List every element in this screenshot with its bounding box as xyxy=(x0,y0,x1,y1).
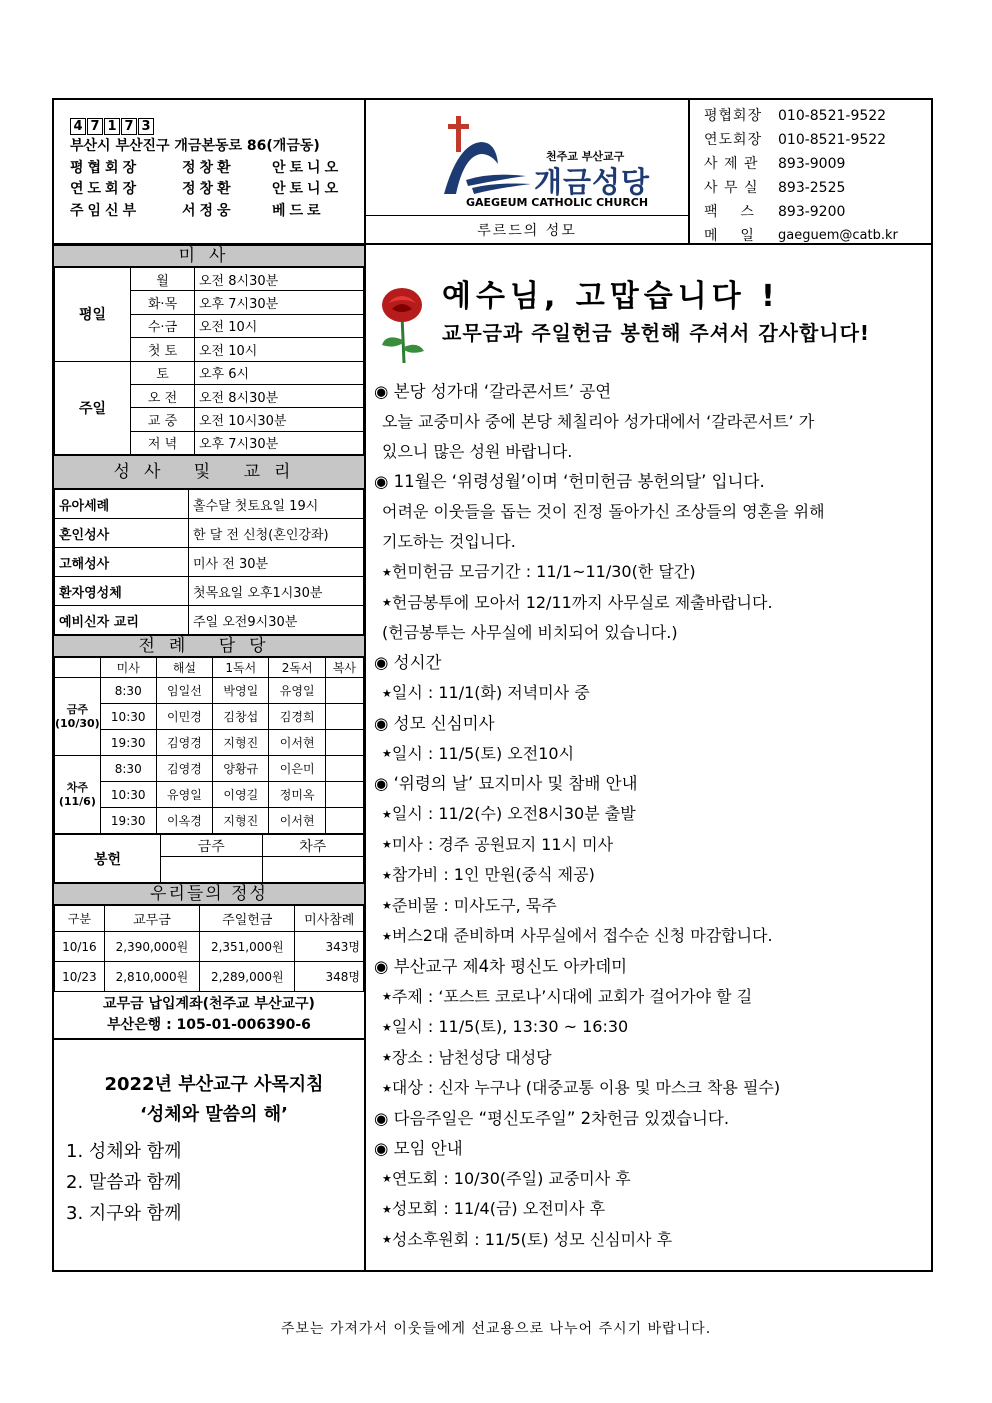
bulletin-frame xyxy=(52,98,933,1272)
staff-role: 평협회장 xyxy=(70,159,141,176)
sacraments-section-title: 성사 및 교리 xyxy=(54,455,364,489)
finance-cell: 10/16 xyxy=(55,932,105,962)
contact-row xyxy=(704,128,898,152)
column-divider xyxy=(364,100,366,1270)
staff-row xyxy=(70,158,360,180)
announcement-bullet: ★ 일시 : 11/2(수) 오전8시30분 출발 xyxy=(374,799,922,830)
pastoral-guideline xyxy=(54,1040,364,1229)
guideline-item: 2. 말씀과 함께 xyxy=(66,1172,182,1194)
announcement-heading: ◉ 본당 성가대 ‘갈라콘서트’ 공연 xyxy=(374,382,612,401)
liturgy-cell xyxy=(325,756,363,782)
contact-key: 사 무 실 xyxy=(704,180,759,196)
liturgy-header: 복사 xyxy=(325,658,363,678)
liturgy-cell: 김창섭 xyxy=(213,704,269,730)
liturgy-table xyxy=(54,657,364,834)
zip-digit: 4 xyxy=(70,118,86,135)
announcement-bullet: ★ 성모회 : 11/4(금) 오전미사 후 xyxy=(374,1194,922,1225)
announcement-bullet: ★ 준비물 : 미사도구, 묵주 xyxy=(374,891,922,922)
announcement-bullet: ★ 참가비 : 1인 만원(중식 제공) xyxy=(374,860,922,891)
liturgy-cell: 지형진 xyxy=(213,730,269,756)
contact-row xyxy=(704,200,898,224)
mass-day: 교 중 xyxy=(131,408,195,431)
guideline-title: 2022년 부산교구 사목지침 xyxy=(104,1074,324,1096)
contact-key: 평협회장 xyxy=(704,108,763,124)
liturgy-section-title: 전례 담당 xyxy=(54,635,364,657)
offering-next-week: 차주 xyxy=(262,835,364,857)
announcement-bullet: ★ 일시 : 11/5(토) 오전10시 xyxy=(374,739,922,770)
liturgy-cell xyxy=(325,808,363,834)
sacrament-name: 혼인성사 xyxy=(55,519,189,548)
liturgy-cell: 정미옥 xyxy=(269,782,325,808)
finance-table xyxy=(54,905,364,992)
liturgy-cell: 유영일 xyxy=(269,678,325,704)
staff-row xyxy=(70,179,360,201)
announcement-bullet: ★ 장소 : 남천성당 대성당 xyxy=(374,1043,922,1074)
contact-value: 893-2525 xyxy=(778,180,846,196)
liturgy-cell: 박영일 xyxy=(213,678,269,704)
liturgy-header: 해설 xyxy=(156,658,212,678)
guideline-item: 3. 지구와 함께 xyxy=(66,1203,182,1225)
logo-divider xyxy=(366,215,688,216)
liturgy-week-label: 금주(10/30) xyxy=(55,678,101,756)
announcement-bullet: ★ 헌금봉투에 모아서 12/11까지 사무실로 제출바랍니다. xyxy=(374,588,922,619)
announcement-bullet: ★ 일시 : 11/5(토), 13:30 ~ 16:30 xyxy=(374,1012,922,1043)
finance-header: 미사참례 xyxy=(295,906,364,932)
sacrament-name: 고해성사 xyxy=(55,548,189,577)
staff-name: 서정웅 xyxy=(182,202,235,219)
liturgy-header: 1독서 xyxy=(213,658,269,678)
church-logo-icon xyxy=(436,114,546,204)
staff-baptism: 베드로 xyxy=(272,202,325,219)
mass-time: 오전 8시30분 xyxy=(195,268,364,291)
announcement-heading: ◉ 성모 신심미사 xyxy=(374,713,495,733)
contact-key: 팩 스 xyxy=(704,204,755,220)
finance-cell: 2,810,000원 xyxy=(104,962,199,992)
mass-time: 오전 10시 xyxy=(195,338,364,361)
announcement-bullet: ★ 버스2대 준비하며 사무실에서 접수순 신청 마감합니다. xyxy=(374,921,922,952)
account-number: 부산은행 : 105-01-006390-6 xyxy=(107,1017,311,1034)
sacrament-name: 유아세례 xyxy=(55,490,189,519)
finance-cell: 2,351,000원 xyxy=(200,932,295,962)
announcements xyxy=(374,377,922,1255)
announcement-heading: ◉ ‘위령의 날’ 묘지미사 및 참배 안내 xyxy=(374,774,638,793)
mass-day: 화·목 xyxy=(131,291,195,314)
finance-section-title: 우리들의 정성 xyxy=(54,883,364,905)
rose-icon xyxy=(374,285,430,365)
sacrament-info: 주일 오전9시30분 xyxy=(189,606,364,635)
staff-baptism: 안토니오 xyxy=(272,159,343,176)
contact-list xyxy=(704,104,898,248)
liturgy-cell: 이영길 xyxy=(213,782,269,808)
account-line: 교무금 납입계좌(천주교 부산교구) xyxy=(103,996,315,1013)
sacrament-info: 홀수달 첫토요일 19시 xyxy=(189,490,364,519)
announcement-bullet: ★ 성소후원회 : 11/5(토) 성모 신심미사 후 xyxy=(374,1225,922,1256)
announcement-text: (헌금봉투는 사무실에 비치되어 있습니다.) xyxy=(382,623,678,642)
zip-digit: 7 xyxy=(87,118,103,135)
sacrament-name: 예비신자 교리 xyxy=(55,606,189,635)
patron-label: 루르드의 성모 xyxy=(477,223,577,239)
finance-cell: 10/23 xyxy=(55,962,105,992)
mass-day: 첫 토 xyxy=(131,338,195,361)
liturgy-cell xyxy=(325,730,363,756)
account-info xyxy=(54,992,364,1040)
mass-time: 오후 7시30분 xyxy=(195,291,364,314)
diocese-label: 천주교 부산교구 xyxy=(546,150,625,163)
announcement-heading: ◉ 다음주일은 “평신도주일” 2차헌금 있겠습니다. xyxy=(374,1108,730,1128)
liturgy-cell: 양황규 xyxy=(213,756,269,782)
liturgy-cell: 이옥경 xyxy=(156,808,212,834)
liturgy-cell: 이민경 xyxy=(156,704,212,730)
mass-time: 오후 6시 xyxy=(195,361,364,384)
staff-row xyxy=(70,201,360,223)
liturgy-cell: 10:30 xyxy=(100,704,156,730)
liturgy-week-label: 차주(11/6) xyxy=(55,756,101,834)
liturgy-cell: 19:30 xyxy=(100,808,156,834)
contact-value: 010-8521-9522 xyxy=(778,132,887,148)
liturgy-cell: 김영경 xyxy=(156,756,212,782)
mass-day: 저 녁 xyxy=(131,431,195,454)
contact-row xyxy=(704,152,898,176)
sacraments-table xyxy=(54,489,364,635)
offering-this-week: 금주 xyxy=(161,835,263,857)
announcement-text: 있으니 많은 성원 바랍니다. xyxy=(382,442,573,461)
announcement-text: 오늘 교중미사 중에 본당 체칠리아 성가대에서 ‘갈라콘서트’ 가 xyxy=(382,412,815,431)
address: 부산시 부산진구 개금본동로 86(개금동) xyxy=(70,138,320,154)
liturgy-cell xyxy=(325,678,363,704)
sacrament-info: 첫목요일 오후1시30분 xyxy=(189,577,364,606)
guideline-subtitle: ‘성체와 말씀의 해’ xyxy=(140,1104,288,1126)
finance-header: 주일헌금 xyxy=(200,906,295,932)
mass-time: 오전 10시 xyxy=(195,314,364,337)
weekday-label: 평일 xyxy=(55,268,131,362)
sacrament-info: 한 달 전 신청(혼인강좌) xyxy=(189,519,364,548)
liturgy-cell: 유영일 xyxy=(156,782,212,808)
announcement-bullet: ★ 일시 : 11/1(화) 저녁미사 중 xyxy=(374,678,922,709)
staff-role: 주임신부 xyxy=(70,202,141,219)
zip-digit: 3 xyxy=(138,118,154,135)
mass-section-title: 미사 xyxy=(54,245,364,267)
finance-header: 교무금 xyxy=(104,906,199,932)
sunday-label: 주일 xyxy=(55,361,131,455)
finance-cell: 343명 xyxy=(295,932,364,962)
contact-value: 893-9200 xyxy=(778,204,846,220)
parish-address-block xyxy=(70,118,360,222)
main-subtitle: 교무금과 주일헌금 봉헌해 주셔서 감사합니다! xyxy=(442,321,871,345)
church-logo-block xyxy=(366,100,690,243)
liturgy-cell: 김경희 xyxy=(269,704,325,730)
zip-digit: 1 xyxy=(104,118,120,135)
mass-day: 오 전 xyxy=(131,384,195,407)
staff-role: 연도회장 xyxy=(70,181,141,197)
sacrament-name: 환자영성체 xyxy=(55,577,189,606)
announcement-bullet: ★ 주제 : ‘포스트 코로나’시대에 교회가 걸어가야 할 길 xyxy=(374,982,922,1013)
contact-value: 010-8521-9522 xyxy=(778,108,887,124)
mass-time: 오후 7시30분 xyxy=(195,431,364,454)
contact-row xyxy=(704,176,898,200)
contact-value: 893-9009 xyxy=(778,156,846,172)
liturgy-cell xyxy=(325,782,363,808)
liturgy-header: 미사 xyxy=(100,658,156,678)
liturgy-header: 2독서 xyxy=(269,658,325,678)
zip-digit: 7 xyxy=(121,118,137,135)
liturgy-cell: 8:30 xyxy=(100,756,156,782)
liturgy-cell: 임일선 xyxy=(156,678,212,704)
liturgy-cell: 이서현 xyxy=(269,730,325,756)
mass-time: 오전 8시30분 xyxy=(195,384,364,407)
finance-header: 구분 xyxy=(55,906,105,932)
church-english-name: GAEGEUM CATHOLIC CHURCH xyxy=(466,196,649,209)
mass-time: 오전 10시30분 xyxy=(195,408,364,431)
announcement-bullet: ★ 헌미헌금 모금기간 : 11/1~11/30(한 달간) xyxy=(374,557,922,588)
staff-baptism: 안토니오 xyxy=(272,181,343,197)
finance-cell: 2,289,000원 xyxy=(200,962,295,992)
zipcode-boxes xyxy=(70,118,360,135)
staff-name: 정창환 xyxy=(182,159,235,176)
liturgy-cell: 이은미 xyxy=(269,756,325,782)
mass-day: 월 xyxy=(131,268,195,291)
sacrament-info: 미사 전 30분 xyxy=(189,548,364,577)
announcement-heading: ◉ 성시간 xyxy=(374,653,442,672)
contact-key: 메 일 xyxy=(704,228,755,244)
main-title: 예수님, 고맙습니다 ! xyxy=(442,279,780,314)
announcement-heading: ◉ 부산교구 제4차 평신도 아카데미 xyxy=(374,956,628,976)
contact-row xyxy=(704,104,898,128)
liturgy-cell: 이서현 xyxy=(269,808,325,834)
contact-row xyxy=(704,224,898,248)
guideline-item: 1. 성체와 함께 xyxy=(66,1141,182,1163)
offering-table xyxy=(54,834,364,883)
contact-key: 사 제 관 xyxy=(704,156,759,172)
footer-note: 주보는 가져가서 이웃들에게 선교용으로 나누어 주시기 바랍니다. xyxy=(280,1321,712,1337)
liturgy-cell: 19:30 xyxy=(100,730,156,756)
liturgy-cell: 10:30 xyxy=(100,782,156,808)
announcement-bullet: ★ 대상 : 신자 누구나 (대중교통 이용 및 마스크 착용 필수) xyxy=(374,1073,922,1104)
announcement-heading: ◉ 11월은 ‘위령성월’이며 ‘헌미헌금 봉헌의달’ 입니다. xyxy=(374,472,765,491)
liturgy-cell xyxy=(325,704,363,730)
church-name: 개금성당 xyxy=(534,165,651,199)
finance-cell: 2,390,000원 xyxy=(104,932,199,962)
announcement-bullet: ★ 연도회 : 10/30(주일) 교중미사 후 xyxy=(374,1164,922,1195)
finance-cell: 348명 xyxy=(295,962,364,992)
liturgy-cell: 김영경 xyxy=(156,730,212,756)
liturgy-cell: 8:30 xyxy=(100,678,156,704)
liturgy-cell: 지형진 xyxy=(213,808,269,834)
mass-day: 토 xyxy=(131,361,195,384)
left-column xyxy=(54,245,364,1229)
offering-label: 봉헌 xyxy=(55,835,161,883)
contact-key: 연도회장 xyxy=(704,132,763,148)
mass-day: 수·금 xyxy=(131,314,195,337)
mass-schedule-table xyxy=(54,267,364,455)
announcement-text: 어려운 이웃들을 돕는 것이 진정 돌아가신 조상들의 영혼을 위해 xyxy=(382,502,825,521)
announcement-text: 기도하는 것입니다. xyxy=(382,532,516,551)
announcement-bullet: ★ 미사 : 경주 공원묘지 11시 미사 xyxy=(374,830,922,861)
contact-value: gaeguem@catb.kr xyxy=(778,228,898,243)
announcement-heading: ◉ 모임 안내 xyxy=(374,1138,463,1158)
staff-name: 정창환 xyxy=(182,181,235,197)
